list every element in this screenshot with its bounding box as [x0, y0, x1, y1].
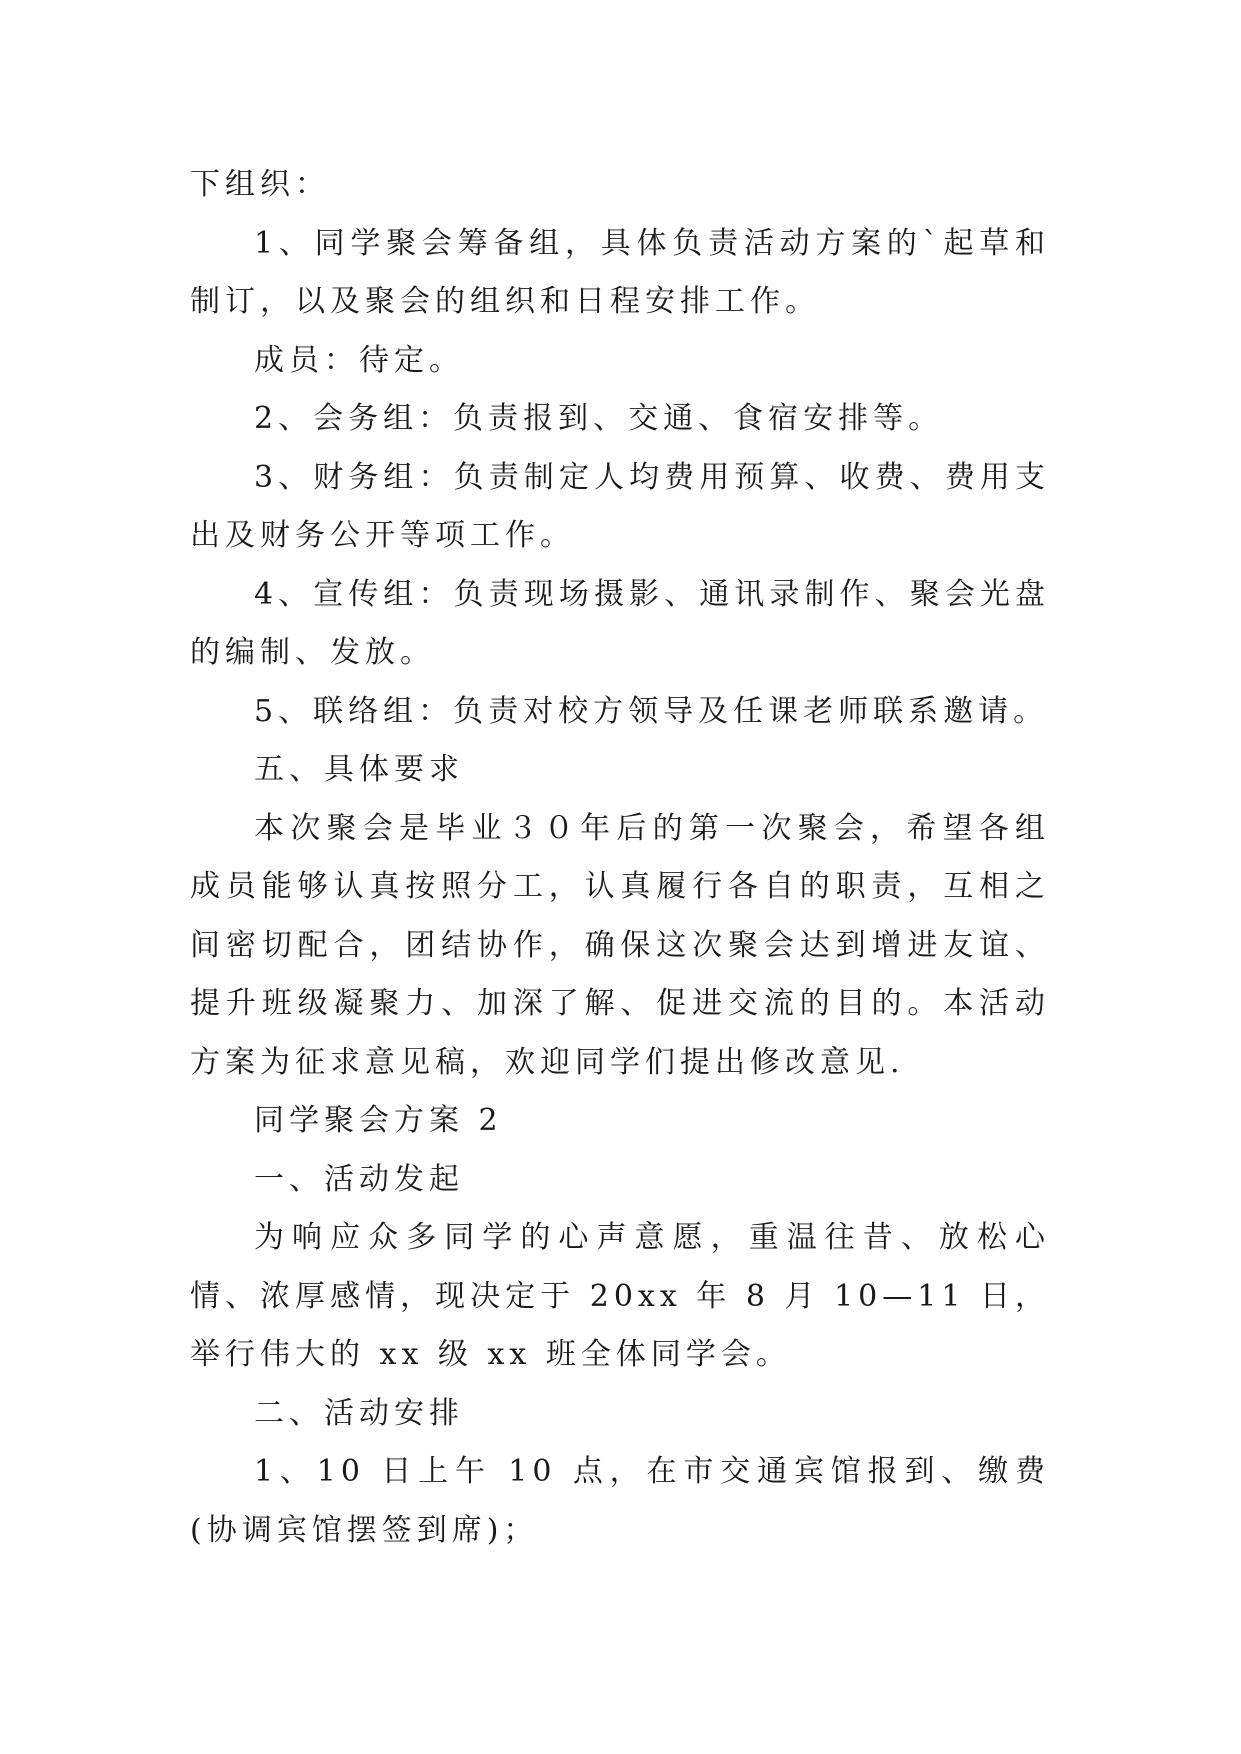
- section-heading: 一、活动发起: [254, 1161, 464, 1197]
- paragraph: 2、会务组：负责报到、交通、食宿安排等。: [254, 401, 944, 436]
- paragraph: 为响应众多同学的心声意愿，重温往昔、放松心情、浓厚感情，现决定于 20xx 年 8 月 10—11 日，举行伟大的 xx 级 xx 班全体同学会。: [190, 1220, 1050, 1372]
- paragraph: 4、宣传组：负责现场摄影、通讯录制作、聚会光盘的编制、发放。: [190, 576, 1050, 670]
- paragraph: 本次聚会是毕业３０年后的第一次聚会，希望各组成员能够认真按照分工，认真履行各自的职责，互相之间密切配合，团结协作，确保这次聚会达到增进友谊、提升班级凝聚力、加深了解、促进交流的目的。本活动方案为征求意见稿，欢迎同学们提出修改意见.: [190, 810, 1050, 1080]
- section-heading: 二、活动安排: [254, 1395, 464, 1431]
- document-body: [190, 156, 1050, 1560]
- paragraph: 成员：待定。: [254, 342, 464, 378]
- paragraph: 1、10 日上午 10 点，在市交通宾馆报到、缴费(协调宾馆摆签到席)；: [190, 1454, 1050, 1548]
- document-subtitle: 同学聚会方案 2: [254, 1103, 503, 1138]
- paragraph: 1、同学聚会筹备组，具体负责活动方案的`起草和制订，以及聚会的组织和日程安排工作。: [190, 225, 1050, 319]
- paragraph: 5、联络组：负责对校方领导及任课老师联系邀请。: [254, 693, 1049, 729]
- paragraph: 3、财务组：负责制定人均费用预算、收费、费用支出及财务公开等项工作。: [190, 459, 1050, 553]
- paragraph: 下组织：: [190, 167, 330, 202]
- section-heading: 五、具体要求: [254, 752, 464, 787]
